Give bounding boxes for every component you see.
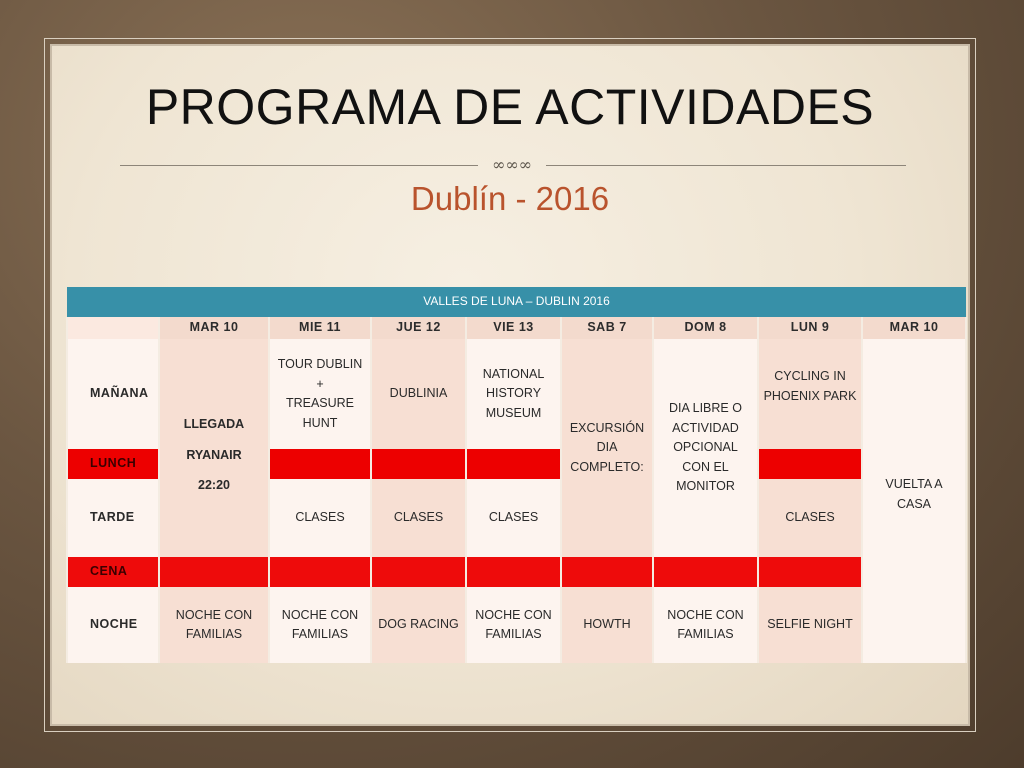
activity-line: MONITOR	[676, 479, 735, 494]
arrival-cell	[159, 339, 269, 557]
row-label-night: NOCHE	[67, 587, 159, 663]
activity-line: FAMILIAS	[485, 627, 542, 641]
schedule-banner: VALLES DE LUNA – DUBLIN 2016	[67, 287, 966, 317]
activity-cell: CLASES	[371, 479, 466, 557]
day-header: SAB 7	[561, 317, 653, 339]
activity-line: NOCHE CON	[175, 607, 253, 622]
activity-line: HISTORY	[485, 386, 542, 401]
slide-title: PROGRAMA DE ACTIVIDADES	[145, 79, 875, 135]
day-header: MAR 10	[159, 317, 269, 339]
dinner-row	[67, 557, 966, 587]
meal-cell	[269, 557, 371, 587]
activity-line: TREASURE	[285, 396, 355, 410]
arrival-line: 22:20	[198, 478, 230, 492]
activity-line: MUSEUM	[485, 405, 542, 420]
activity-line: DIA LIBRE O	[669, 401, 742, 416]
meal-cell	[758, 557, 862, 587]
row-label-lunch: LUNCH	[67, 449, 159, 479]
activity-line: DUBLINIA	[389, 386, 448, 401]
activity-cell	[371, 339, 466, 449]
activity-line: CYCLING IN	[774, 369, 846, 383]
activity-line: EXCURSIÓN	[569, 420, 645, 435]
slide-subtitle: Dublín - 2016	[410, 180, 610, 217]
day-header: MAR 10	[862, 317, 966, 339]
day-header: LUN 9	[758, 317, 862, 339]
activity-cell	[466, 339, 561, 449]
activity-cell	[371, 587, 466, 663]
meal-cell	[466, 449, 561, 479]
day-header-row	[67, 317, 966, 339]
night-row	[67, 587, 966, 663]
activity-cell	[758, 587, 862, 663]
meal-cell	[466, 557, 561, 587]
activity-cell	[159, 587, 269, 663]
activity-line: NOCHE CON	[281, 607, 359, 622]
activity-cell	[466, 587, 561, 663]
morning-row	[67, 339, 966, 449]
divider-ornament-icon: ∞∞∞	[492, 155, 532, 174]
meal-cell	[653, 557, 758, 587]
activity-line: VUELTA A	[885, 477, 943, 491]
activity-line: CON EL	[682, 459, 729, 474]
activity-line: DOG RACING	[378, 617, 459, 632]
meal-cell	[159, 557, 269, 587]
activity-cell	[758, 339, 862, 449]
activity-line: +	[316, 376, 324, 391]
activity-cell: CLASES	[466, 479, 561, 557]
corner-cell	[67, 317, 159, 339]
return-cell	[862, 339, 966, 663]
arrival-line: RYANAIR	[186, 447, 242, 462]
activity-schedule-table	[66, 287, 967, 663]
activity-line: ACTIVIDAD	[672, 420, 739, 435]
activity-line: COMPLETO:	[570, 459, 644, 474]
activity-line: OPCIONAL	[673, 440, 738, 455]
meal-cell	[371, 449, 466, 479]
activity-line: FAMILIAS	[677, 627, 734, 641]
day-header: JUE 12	[371, 317, 466, 339]
activity-line: PHOENIX PARK	[763, 388, 857, 403]
activity-line: SELFIE NIGHT	[767, 617, 853, 632]
activity-cell	[653, 587, 758, 663]
schedule-banner-row	[67, 287, 966, 317]
activity-line: NOCHE CON	[667, 607, 744, 622]
activity-cell-all-day	[653, 339, 758, 557]
activity-line: HUNT	[302, 415, 338, 430]
day-header: MIE 11	[269, 317, 371, 339]
activity-line: TOUR DUBLIN	[277, 357, 363, 371]
activity-cell	[269, 339, 371, 449]
row-label-morning: MAÑANA	[67, 339, 159, 449]
day-header: DOM 8	[653, 317, 758, 339]
row-label-dinner: CENA	[67, 557, 159, 587]
meal-cell	[758, 449, 862, 479]
activity-line: FAMILIAS	[291, 627, 349, 641]
day-header: VIE 13	[466, 317, 561, 339]
meal-cell	[561, 557, 653, 587]
activity-line: NATIONAL	[482, 366, 545, 381]
arrival-line: LLEGADA	[183, 417, 245, 431]
activity-line: NOCHE CON	[475, 607, 552, 622]
row-label-afternoon: TARDE	[67, 479, 159, 557]
title-divider-right	[546, 165, 906, 166]
meal-cell	[371, 557, 466, 587]
activity-line: HOWTH	[583, 617, 631, 632]
activity-line: FAMILIAS	[185, 627, 243, 641]
activity-cell	[269, 587, 371, 663]
activity-line: CASA	[896, 496, 932, 511]
title-divider-left	[120, 165, 478, 166]
activity-cell: CLASES	[269, 479, 371, 557]
activity-cell-all-day	[561, 339, 653, 557]
activity-line: DIA	[596, 440, 618, 455]
meal-cell	[269, 449, 371, 479]
activity-cell	[561, 587, 653, 663]
activity-cell: CLASES	[758, 479, 862, 557]
